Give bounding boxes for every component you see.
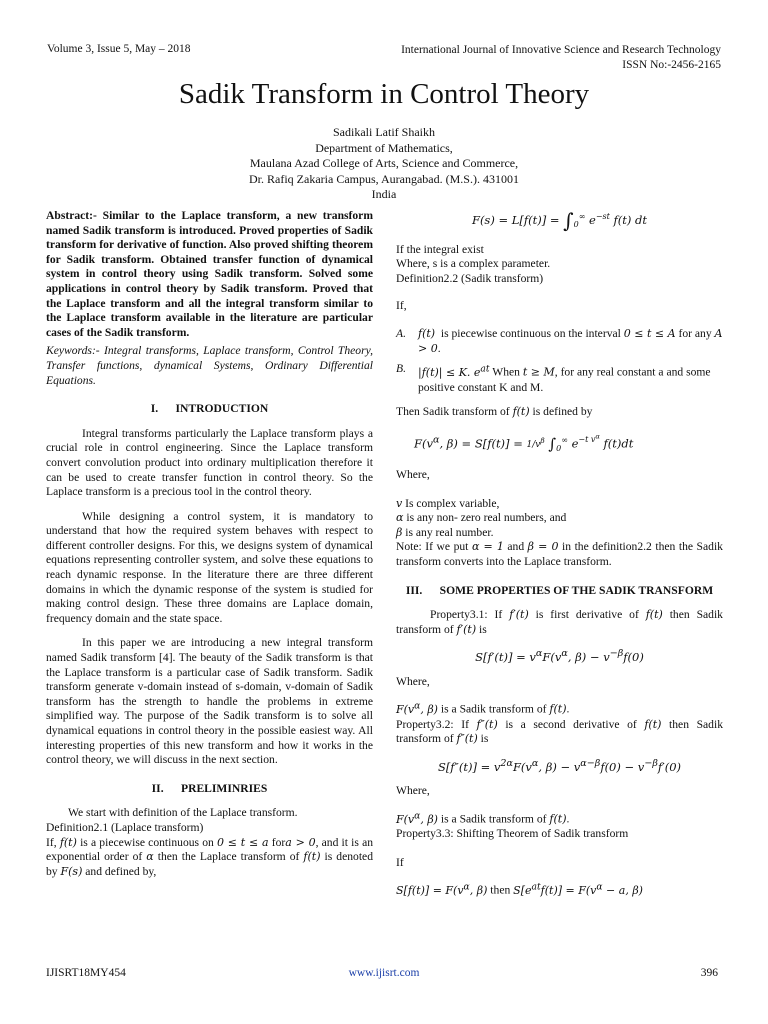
keywords: Keywords:- Integral transforms, Laplace transform, Control Theory, Transfer functions, dynamical Systems, Ordinary Differential Equations.	[46, 344, 373, 387]
intro-paragraph-3: In this paper we are introducing a new integral transform named Sadik transform [4]. The beauty of the Sadik transform is that the Laplace transform is a particular case of Sadik transform. Sadik transform generate v-domain instead of s-domain, v-domain of Sadik transform has the strength to handle the problems in extreme simplified way. The purpose of the Sadik transform is to solve all dynamical equations in control theory in the possible easiest way. All interesting properties of this new transform and how it works in the control theory, we will discuss in the next section.	[46, 636, 373, 767]
v-desc: v Is complex variable,	[396, 496, 500, 510]
property-3-1: Property3.1: If f′(t) is first derivative of f(t) then Sadik transform of f′(t) is	[396, 608, 723, 636]
if-2: If	[396, 855, 404, 869]
where-3: Where,	[396, 784, 430, 798]
condition-a: A. f(t) is piecewise continuous on the interval 0 ≤ t ≤ A for any A > 0.	[396, 327, 723, 355]
definition-2-1: Definition2.1 (Laplace transform)	[46, 820, 204, 834]
issn: ISSN No:-2456-2165	[622, 59, 721, 71]
alpha-desc: α is any non- zero real numbers, and	[396, 511, 567, 525]
property-3-3: Property3.3: Shifting Theorem of Sadik transform	[396, 827, 629, 841]
abstract: Abstract:- Similar to the Laplace transform, a new transform named Sadik transform is introduced. Proved properties of Sadik transform for derivative of function. Also proved shifting theorem for Sadik transform. Obtained transfer function of dynamical system in control theory using Sadik transform. Solved some applications in control theory by Sadik transform. Proved that the Laplace transform and all the integral transform similar to the Laplace transform available in the literature are particular cases of the Sadik transform.	[46, 209, 373, 339]
laplace-equation: $F(s) = L[f(t)] = \int_0^\infty$ $e^{-st}$ f(t) dt	[471, 208, 648, 233]
integral-exist: If the integral exist	[396, 242, 484, 256]
sadik-definition-equation: $F(v^\alpha$, $\beta) = S[f(t)] = 1/v^\beta$ $\int_0^\infty$ $e^{-t v^\alpha}$ f(t)dt	[414, 432, 634, 453]
footer-code: IJISRT18MY454	[46, 967, 126, 979]
volume-info: Volume 3, Issue 5, May – 2018	[47, 43, 191, 55]
definition-2-2: Definition2.2 (Sadik transform)	[396, 271, 544, 285]
property-3-2-equation: $S[f''(t)] = v^{2\alpha}F(v^\alpha$, $\beta) - v^{\alpha-\beta}f(0) - v^{-\beta}f'(0)$	[437, 757, 682, 774]
beta-desc: β is any real number.	[396, 525, 494, 539]
footer-url[interactable]: www.ijisrt.com	[348, 967, 420, 979]
paper-title: Sadik Transform in Control Theory	[178, 78, 590, 110]
where-1: Where,	[396, 468, 430, 482]
sadik-of-2: $F(v^\alpha$, β) is a Sadik transform of f(t).	[396, 809, 570, 826]
intro-paragraph-1: Integral transforms particularly the Laplace transform plays a crucial role in control engineering. Since the Laplace transform convert convolution product into ordinary multiplication therefore it can be used to create transfer function in control theory. So the Laplace transform is a precious tool in the control theory.	[46, 426, 373, 499]
author-name: Sadikali Latif Shaikh	[333, 125, 435, 139]
author-college: Maulana Azad College of Arts, Science and Commerce,	[249, 156, 519, 170]
intro-paragraph-2: While designing a control system, it is mandatory to understand that how the required system behaves with respect to different controller designs. For this, we designs system of dynamical equations representing controller system, and solve these equations to reach dynamic response. In the literature there are three different domains in which the dynamic response of the system is studied for making control design. These three domains are Laplace domain, frequency domain and the state space.	[46, 509, 373, 625]
section-heading-properties: III. SOME PROPERTIES OF THE SADIK TRANSFORM	[405, 583, 714, 597]
sadik-of-1: $F(v^\alpha$, β) is a Sadik transform of f(t).	[396, 700, 570, 717]
author-country: India	[371, 187, 397, 201]
then-sadik: Then Sadik transform of f(t) is defined by	[396, 405, 593, 419]
where-2: Where,	[396, 674, 430, 688]
property-3-2: Property3.2: If f″(t) is a second derivative of f(t) then Sadik transform of f″(t) is	[396, 717, 723, 746]
property-3-1-equation: $S[f'(t)] = v^\alpha F(v^\alpha$, $\beta) - v^{-\beta}f(0)$	[475, 648, 644, 665]
journal-name: International Journal of Innovative Science and Research Technology	[401, 44, 721, 56]
section-heading-preliminaries: II. PRELIMINRIES	[151, 781, 268, 795]
page-number: 396	[700, 967, 718, 979]
note: Note: If we put α = 1 and β = 0 in the definition2.2 then the Sadik transform converts into the Laplace transform.	[396, 540, 723, 569]
right-column	[396, 204, 723, 899]
author-dept: Department of Mathematics,	[315, 140, 453, 155]
shifting-equation: $S[f(t)] = F(v^\alpha$, β) then $S[e^{at}f(t)] = F(v^\alpha - a$, β)	[396, 881, 643, 897]
if-label: If,	[396, 298, 407, 312]
prelim-intro: We start with definition of the Laplace transform.	[68, 806, 298, 820]
journal-header	[401, 43, 721, 73]
author-block	[0, 125, 768, 203]
condition-b: B. |f(t)| ≤ K. $e^{at}$ When t ≥ M, for any real constant a and some positive constant K and M.	[396, 362, 711, 394]
where-s: Where, s is a complex parameter.	[396, 257, 551, 271]
left-column	[46, 209, 373, 879]
laplace-definition-text: If, f(t) is a piecewise continuous on 0 ≤ t ≤ a fora > 0, and it is an exponential order of α then the Laplace transform of f(t) is denoted by F(s) and defined by,	[46, 835, 374, 878]
author-campus: Dr. Rafiq Zakaria Campus, Aurangabad. (M.S.). 431001	[249, 171, 519, 186]
section-heading-introduction: I. INTRODUCTION	[150, 402, 269, 416]
